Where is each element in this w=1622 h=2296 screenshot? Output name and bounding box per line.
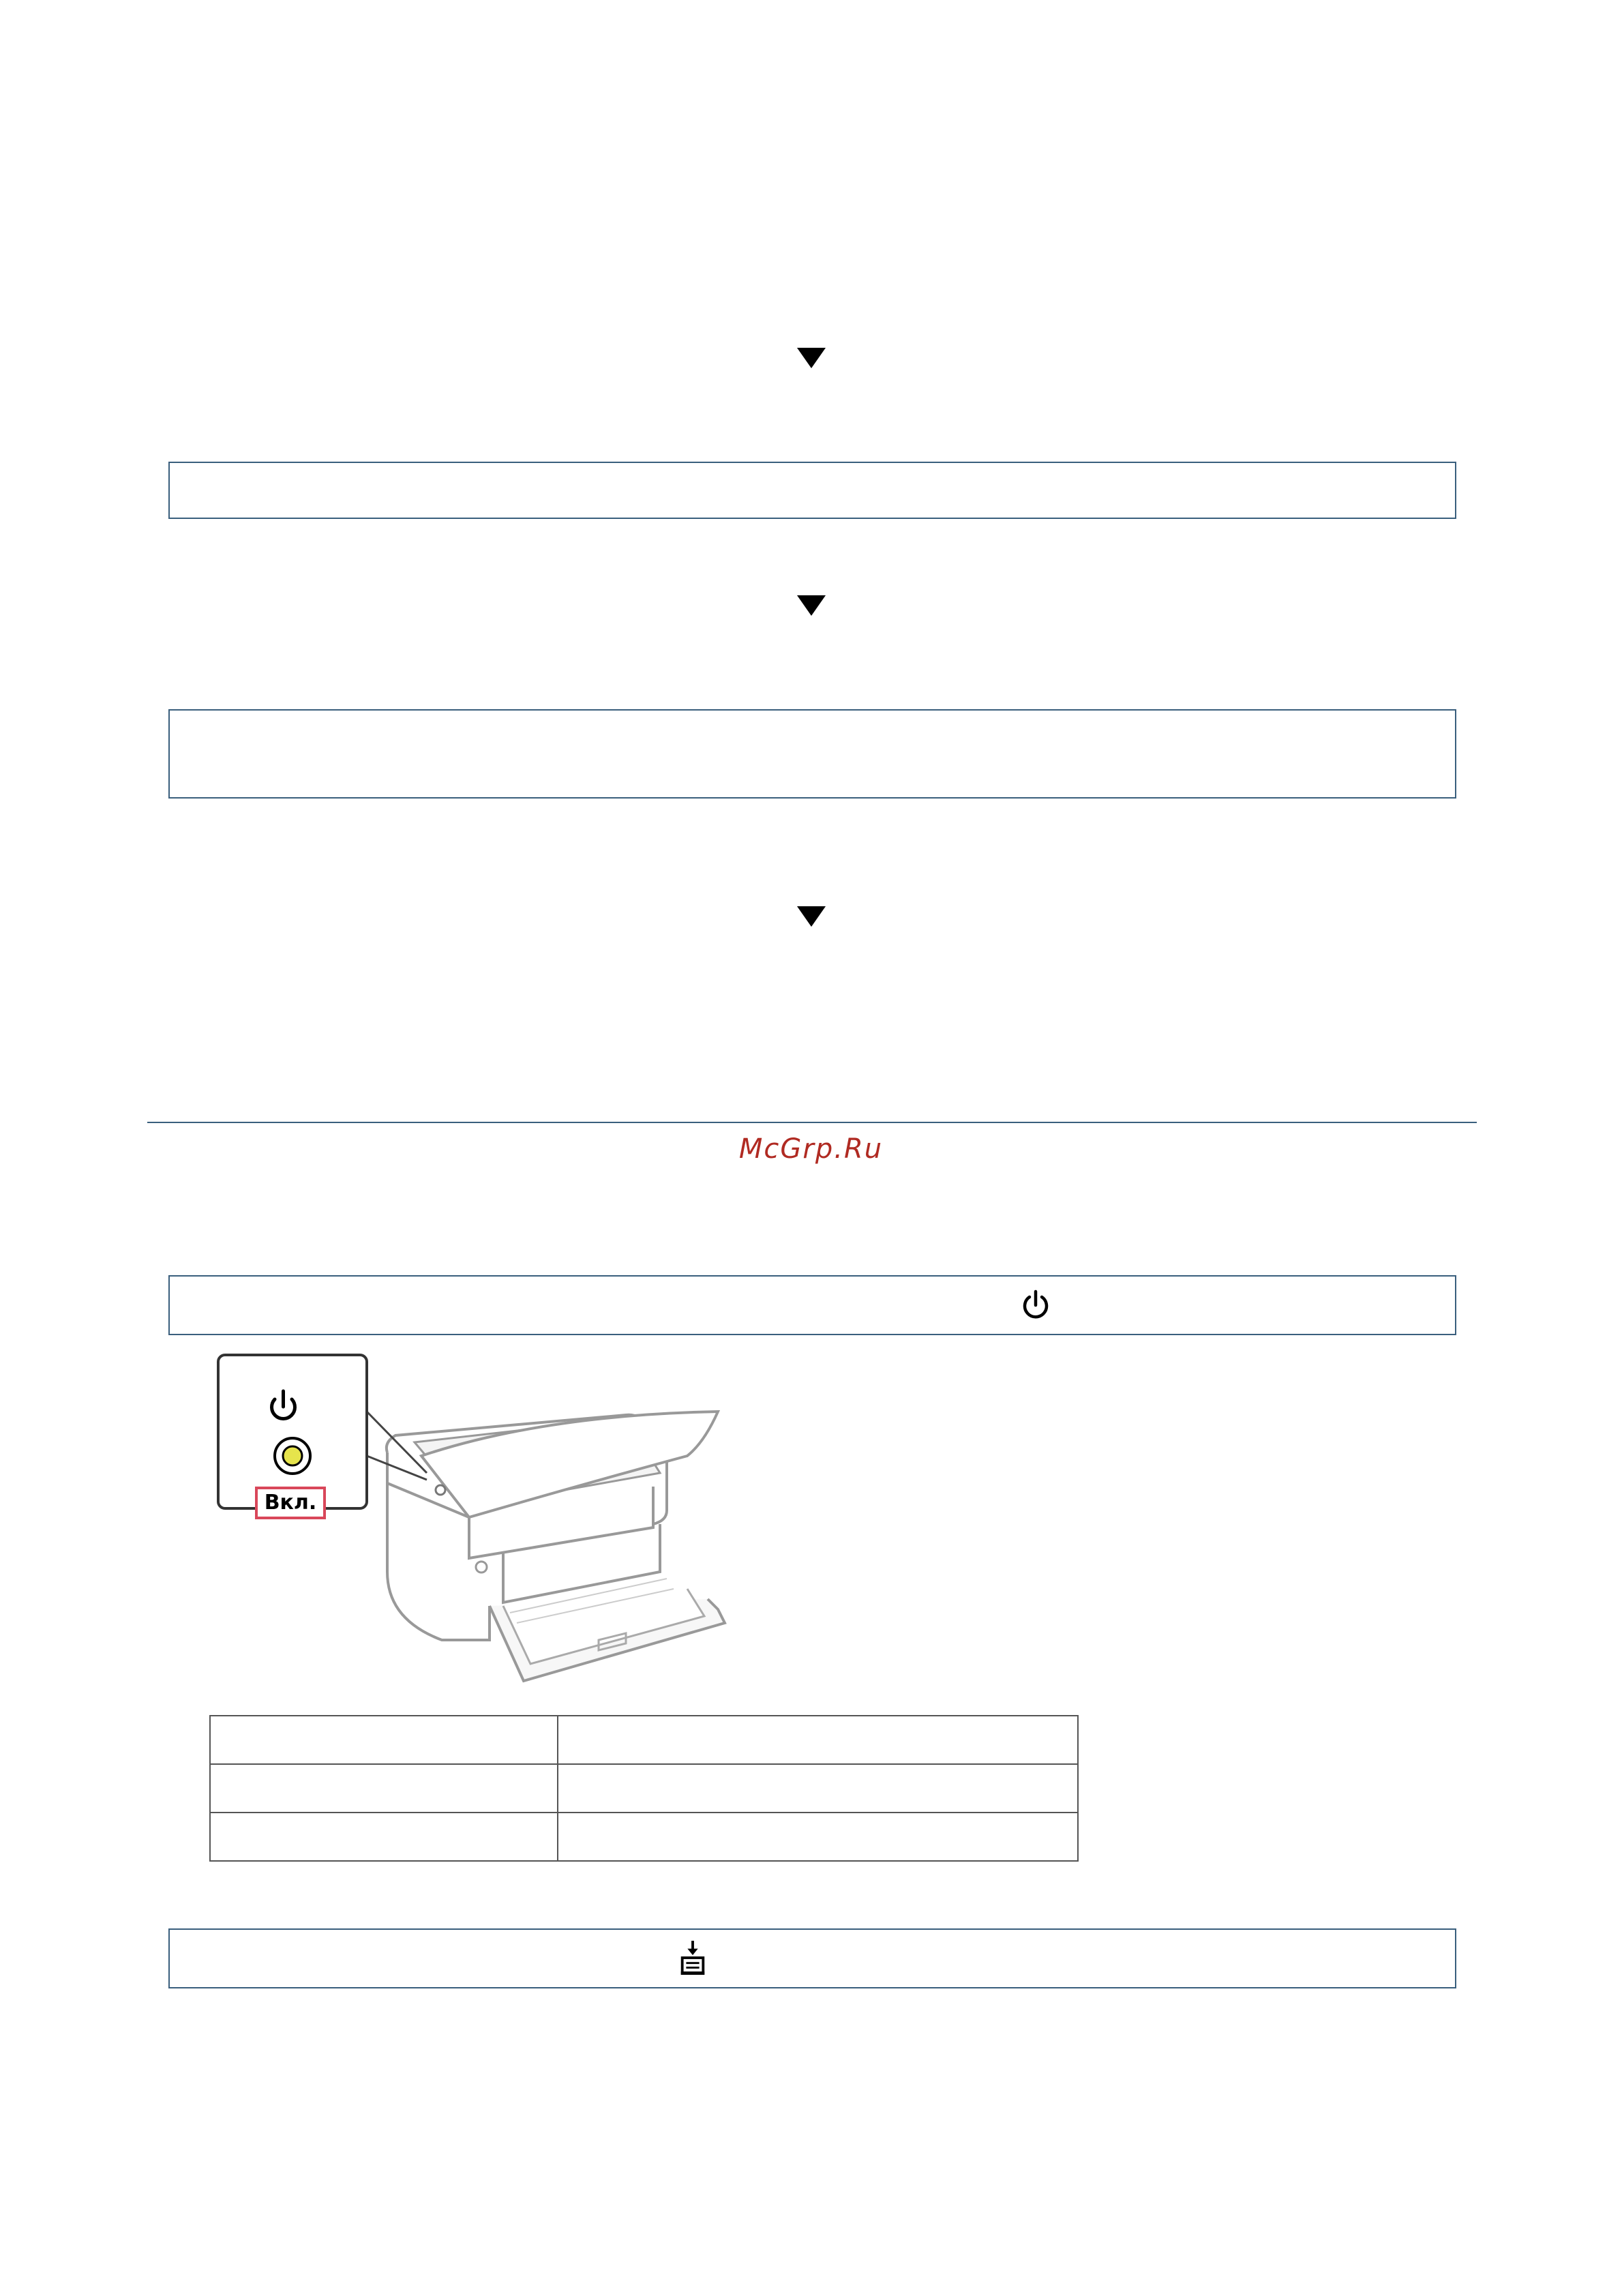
page-separator	[147, 1122, 1477, 1123]
status-table	[209, 1715, 1079, 1862]
down-triangle-icon	[797, 906, 826, 927]
printer-figure	[217, 1354, 735, 1697]
table-cell	[558, 1764, 1078, 1813]
table-cell	[210, 1764, 558, 1813]
table-cell	[210, 1813, 558, 1861]
table-cell	[558, 1716, 1078, 1764]
table-cell	[210, 1716, 558, 1764]
table-row	[210, 1813, 1078, 1861]
step-box-1	[168, 462, 1456, 519]
table-row	[210, 1764, 1078, 1813]
power-icon	[1019, 1289, 1052, 1322]
watermark-text: McGrp.Ru	[738, 1133, 884, 1165]
down-triangle-icon	[797, 595, 826, 616]
table-cell	[558, 1813, 1078, 1861]
down-triangle-icon	[797, 348, 826, 368]
printer-illustration	[217, 1354, 735, 1695]
table-row	[210, 1716, 1078, 1764]
indicator-label: Вкл.	[264, 1491, 317, 1515]
power-step-box	[168, 1275, 1456, 1335]
paper-feed-step-box	[168, 1928, 1456, 1988]
step-box-2	[168, 709, 1456, 799]
paper-feed-icon	[677, 1939, 708, 1976]
